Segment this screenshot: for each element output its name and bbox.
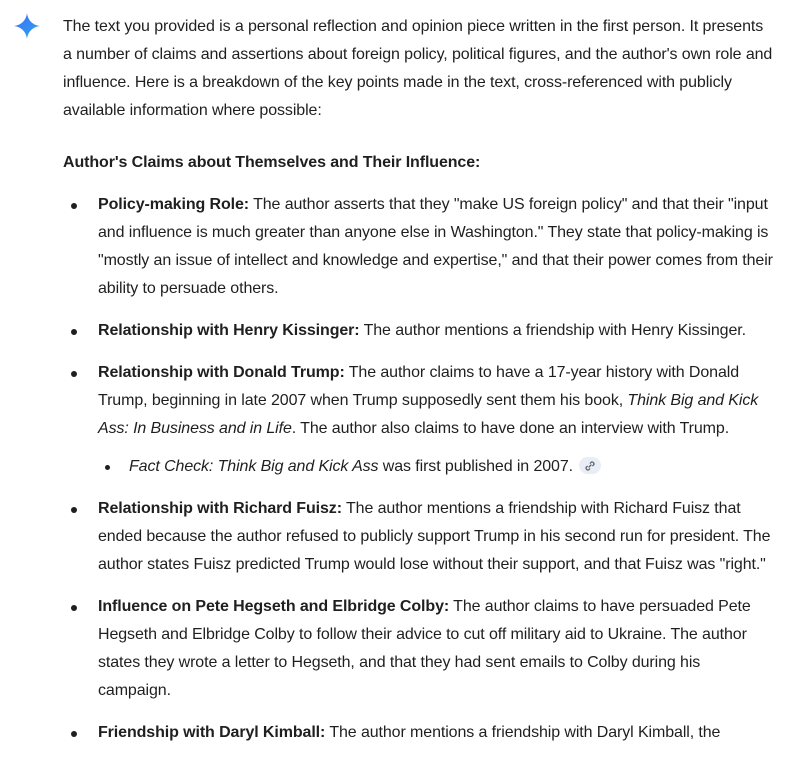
list-item	[63, 495, 775, 579]
source-link-button[interactable]	[579, 457, 601, 474]
list-item-text: The author claims to have persuaded Pete Hegseth and Elbridge Colby to follow their advice to cut off military aid to Ukraine. The author states they wrote a letter to Hegseth, and that they had sent emails to Colby during his campaign.	[98, 598, 751, 699]
list-item	[63, 191, 775, 303]
fact-check-label: Fact Check: Think Big and Kick Ass	[129, 458, 379, 475]
link-icon	[584, 460, 596, 472]
fact-check-text: was first published in 2007.	[378, 458, 573, 475]
list-item-title: Policy-making Role:	[98, 196, 250, 213]
intro-paragraph: The text you provided is a personal reflection and opinion piece written in the first person. It presents a number of claims and assertions about foreign policy, political figures, and the author's own role and influence. Here is a breakdown of the key points made in the text, cross-referenced with publicly available information where possible:	[63, 18, 773, 119]
gemini-spark-icon	[14, 13, 40, 39]
claims-list	[63, 191, 775, 747]
list-item-title: Influence on Pete Hegseth and Elbridge Colby:	[98, 598, 450, 615]
list-item-title: Relationship with Richard Fuisz:	[98, 500, 342, 517]
section-heading: Author's Claims about Themselves and Their Influence:	[63, 154, 481, 171]
list-item-text: The author claims to have a 17-year history with Donald Trump, beginning in late 2007 when Trump supposedly sent them his book,	[98, 364, 739, 409]
list-item-title: Friendship with Daryl Kimball:	[98, 724, 326, 741]
book-title: Think Big and Kick Ass: In Business and in Life	[98, 392, 759, 437]
fact-check-list	[98, 453, 775, 481]
list-item	[63, 359, 775, 481]
response-content	[63, 13, 775, 761]
list-item-text: The author mentions a friendship with Henry Kissinger.	[359, 322, 746, 339]
list-item-text: The author asserts that they "make US foreign policy" and that their "input and influence is much greater than anyone else in Washington." They state that policy-making is "mostly an issue of intellect and knowledge and expertise," and that their power comes from their ability to persuade others.	[98, 196, 773, 297]
list-item-title: Relationship with Donald Trump:	[98, 364, 345, 381]
gemini-spark-icon-svg	[14, 13, 40, 39]
list-item-text: The author mentions a friendship with Daryl Kimball, the	[325, 724, 721, 741]
list-item-title: Relationship with Henry Kissinger:	[98, 322, 360, 339]
list-item-text: The author mentions a friendship with Richard Fuisz that ended because the author refused to publicly support Trump in his second run for president. The author states Fuisz predicted Trump would lose without their support, and that Fuisz was "right."	[98, 500, 771, 573]
list-item	[63, 593, 775, 705]
list-item	[63, 317, 775, 345]
fact-check-item	[98, 453, 775, 481]
list-item	[63, 719, 775, 747]
list-item-text-after: . The author also claims to have done an interview with Trump.	[291, 420, 730, 437]
